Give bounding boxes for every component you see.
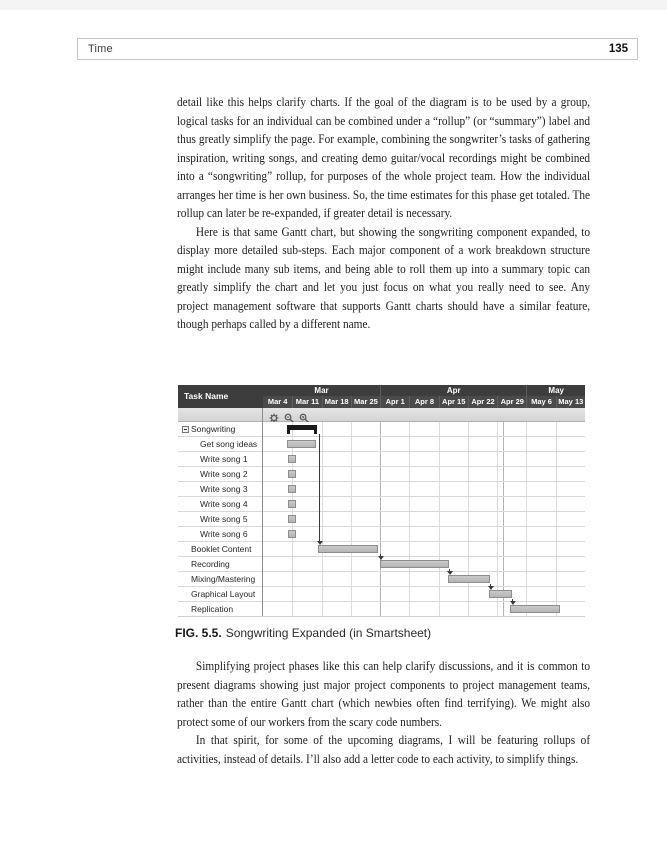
task-label-cell <box>178 557 263 571</box>
gantt-timeline-header <box>263 385 585 408</box>
task-label-cell <box>178 542 263 556</box>
week-header-cell: Apr 15 <box>439 396 468 408</box>
task-bar <box>288 470 296 478</box>
week-header-cell: Apr 22 <box>468 396 497 408</box>
task-label: Write song 3 <box>200 484 248 494</box>
page-number: 135 <box>608 43 628 55</box>
week-header-cell: Apr 29 <box>497 396 526 408</box>
task-bar <box>288 455 296 463</box>
task-bar <box>288 530 296 538</box>
task-label: Replication <box>191 604 234 614</box>
task-label: Write song 6 <box>200 529 248 539</box>
task-row <box>178 422 585 437</box>
running-head-title: Time <box>88 43 113 55</box>
task-label: Write song 1 <box>200 454 248 464</box>
task-label-cell <box>178 467 263 481</box>
week-header-cell: Mar 18 <box>322 396 351 408</box>
task-label: Write song 5 <box>200 514 248 524</box>
task-bar <box>288 485 296 493</box>
task-bar <box>287 440 316 448</box>
month-header-cell: Apr <box>380 385 526 396</box>
task-label: Get song ideas <box>200 439 258 449</box>
week-header-cell: Mar 25 <box>351 396 380 408</box>
task-row <box>178 452 585 467</box>
dependency-arrow <box>378 556 384 560</box>
figure-caption-text: Songwriting Expanded (in Smartsheet) <box>225 626 432 640</box>
task-label-cell <box>178 527 263 541</box>
task-label: Graphical Layout <box>191 589 256 599</box>
week-header-cell: Mar 4 <box>267 397 288 406</box>
task-label-cell <box>178 512 263 526</box>
task-row <box>178 587 585 602</box>
dependency-arrow <box>447 571 453 575</box>
paragraph: Here is that same Gantt chart, but showing the songwriting component expanded, to display more detailed sub-steps. Each major component of a work breakdown structure might include many sub items, and being able to roll them up into a summary topic can greatly simplify the chart and let you just focus on what you really need to see. Any project management software that supports Gantt charts should have a similar feature, though perhaps called by a different name. <box>177 224 591 331</box>
figure-caption <box>175 626 590 640</box>
task-bar <box>510 605 560 613</box>
body-text-above-figure <box>177 93 590 334</box>
task-column-separator <box>262 408 263 617</box>
task-bar <box>318 545 378 553</box>
zoom-in-icon <box>299 410 309 420</box>
task-bar <box>489 590 512 598</box>
task-label-cell <box>178 602 263 616</box>
running-header <box>77 38 638 60</box>
summary-bar <box>287 425 317 434</box>
month-header-cell: Mar <box>314 386 329 395</box>
task-label-cell <box>178 422 263 436</box>
week-header-cell: Mar 11 <box>292 396 321 408</box>
paragraph: detail like this helps clarify charts. If the goal of the diagram is to be used by a group, logical tasks for an individual can be combined under a “rollup” (or “summary”) label and thus greatly simplify the page. For example, combining the songwriter’s tasks of gathering inspiration, writing songs, and creating demo guitar/vocal recordings might be combined into a “songwriting” rollup, for purposes of the whole project team. How the individual arranges her time is her own business. So, the time estimates for this phase get totaled. The rollup can later be re-expanded, if greater detail is necessary. <box>177 95 591 220</box>
task-label-cell <box>178 572 263 586</box>
collapse-minus-icon <box>182 426 189 433</box>
month-header-cell: May <box>526 385 585 396</box>
task-bar <box>448 575 490 583</box>
task-label-cell <box>178 587 263 601</box>
task-label-cell <box>178 482 263 496</box>
dependency-arrow <box>488 586 494 590</box>
week-header-cell: May 13 <box>556 396 585 408</box>
task-row <box>178 512 585 527</box>
task-label-cell <box>178 437 263 451</box>
gantt-week-row <box>263 396 585 408</box>
gear-icon <box>269 410 279 420</box>
gantt-month-row <box>263 385 585 396</box>
gantt-rows-area <box>178 422 585 617</box>
task-bar <box>288 500 296 508</box>
gantt-toolbar <box>178 408 585 422</box>
paragraph: Simplifying project phases like this can help clarify discussions, and it is common to present diagrams showing just major project components to project management teams, rather than the entire Gantt chart (which newbies often find terrifying). We might also protect some of our workers from the scary code numbers. <box>177 659 591 729</box>
task-row <box>178 527 585 542</box>
task-row <box>178 467 585 482</box>
task-row <box>178 437 585 452</box>
task-label-cell <box>178 452 263 466</box>
task-label-cell <box>178 497 263 511</box>
gantt-header <box>178 385 585 408</box>
dependency-arrow <box>510 601 516 605</box>
paragraph: In that spirit, for some of the upcoming diagrams, I will be featuring rollups of activities, instead of details. I’ll also add a letter code to each activity, to simplify things. <box>177 733 591 766</box>
task-row <box>178 542 585 557</box>
week-header-cell: Apr 8 <box>409 396 438 408</box>
task-label: Write song 4 <box>200 499 248 509</box>
gantt-chart <box>178 385 585 617</box>
task-row <box>178 572 585 587</box>
task-label: Booklet Content <box>191 544 252 554</box>
task-bar <box>288 515 296 523</box>
task-bar <box>380 560 449 568</box>
dependency-arrow <box>317 541 323 545</box>
dependency-connector <box>319 434 320 542</box>
task-row <box>178 482 585 497</box>
figure-caption-label: FIG. 5.5. <box>175 626 222 640</box>
task-label: Write song 2 <box>200 469 248 479</box>
task-label: Mixing/Mastering <box>191 574 256 584</box>
task-label: Songwriting <box>191 424 236 434</box>
week-header-cell: Apr 1 <box>380 396 409 408</box>
zoom-out-icon <box>284 410 294 420</box>
page-top-edge <box>0 0 667 10</box>
week-header-cell: May 6 <box>526 396 555 408</box>
task-name-column-header: Task Name <box>178 385 263 408</box>
task-row <box>178 497 585 512</box>
body-text-below-figure <box>177 657 590 768</box>
task-label: Recording <box>191 559 230 569</box>
